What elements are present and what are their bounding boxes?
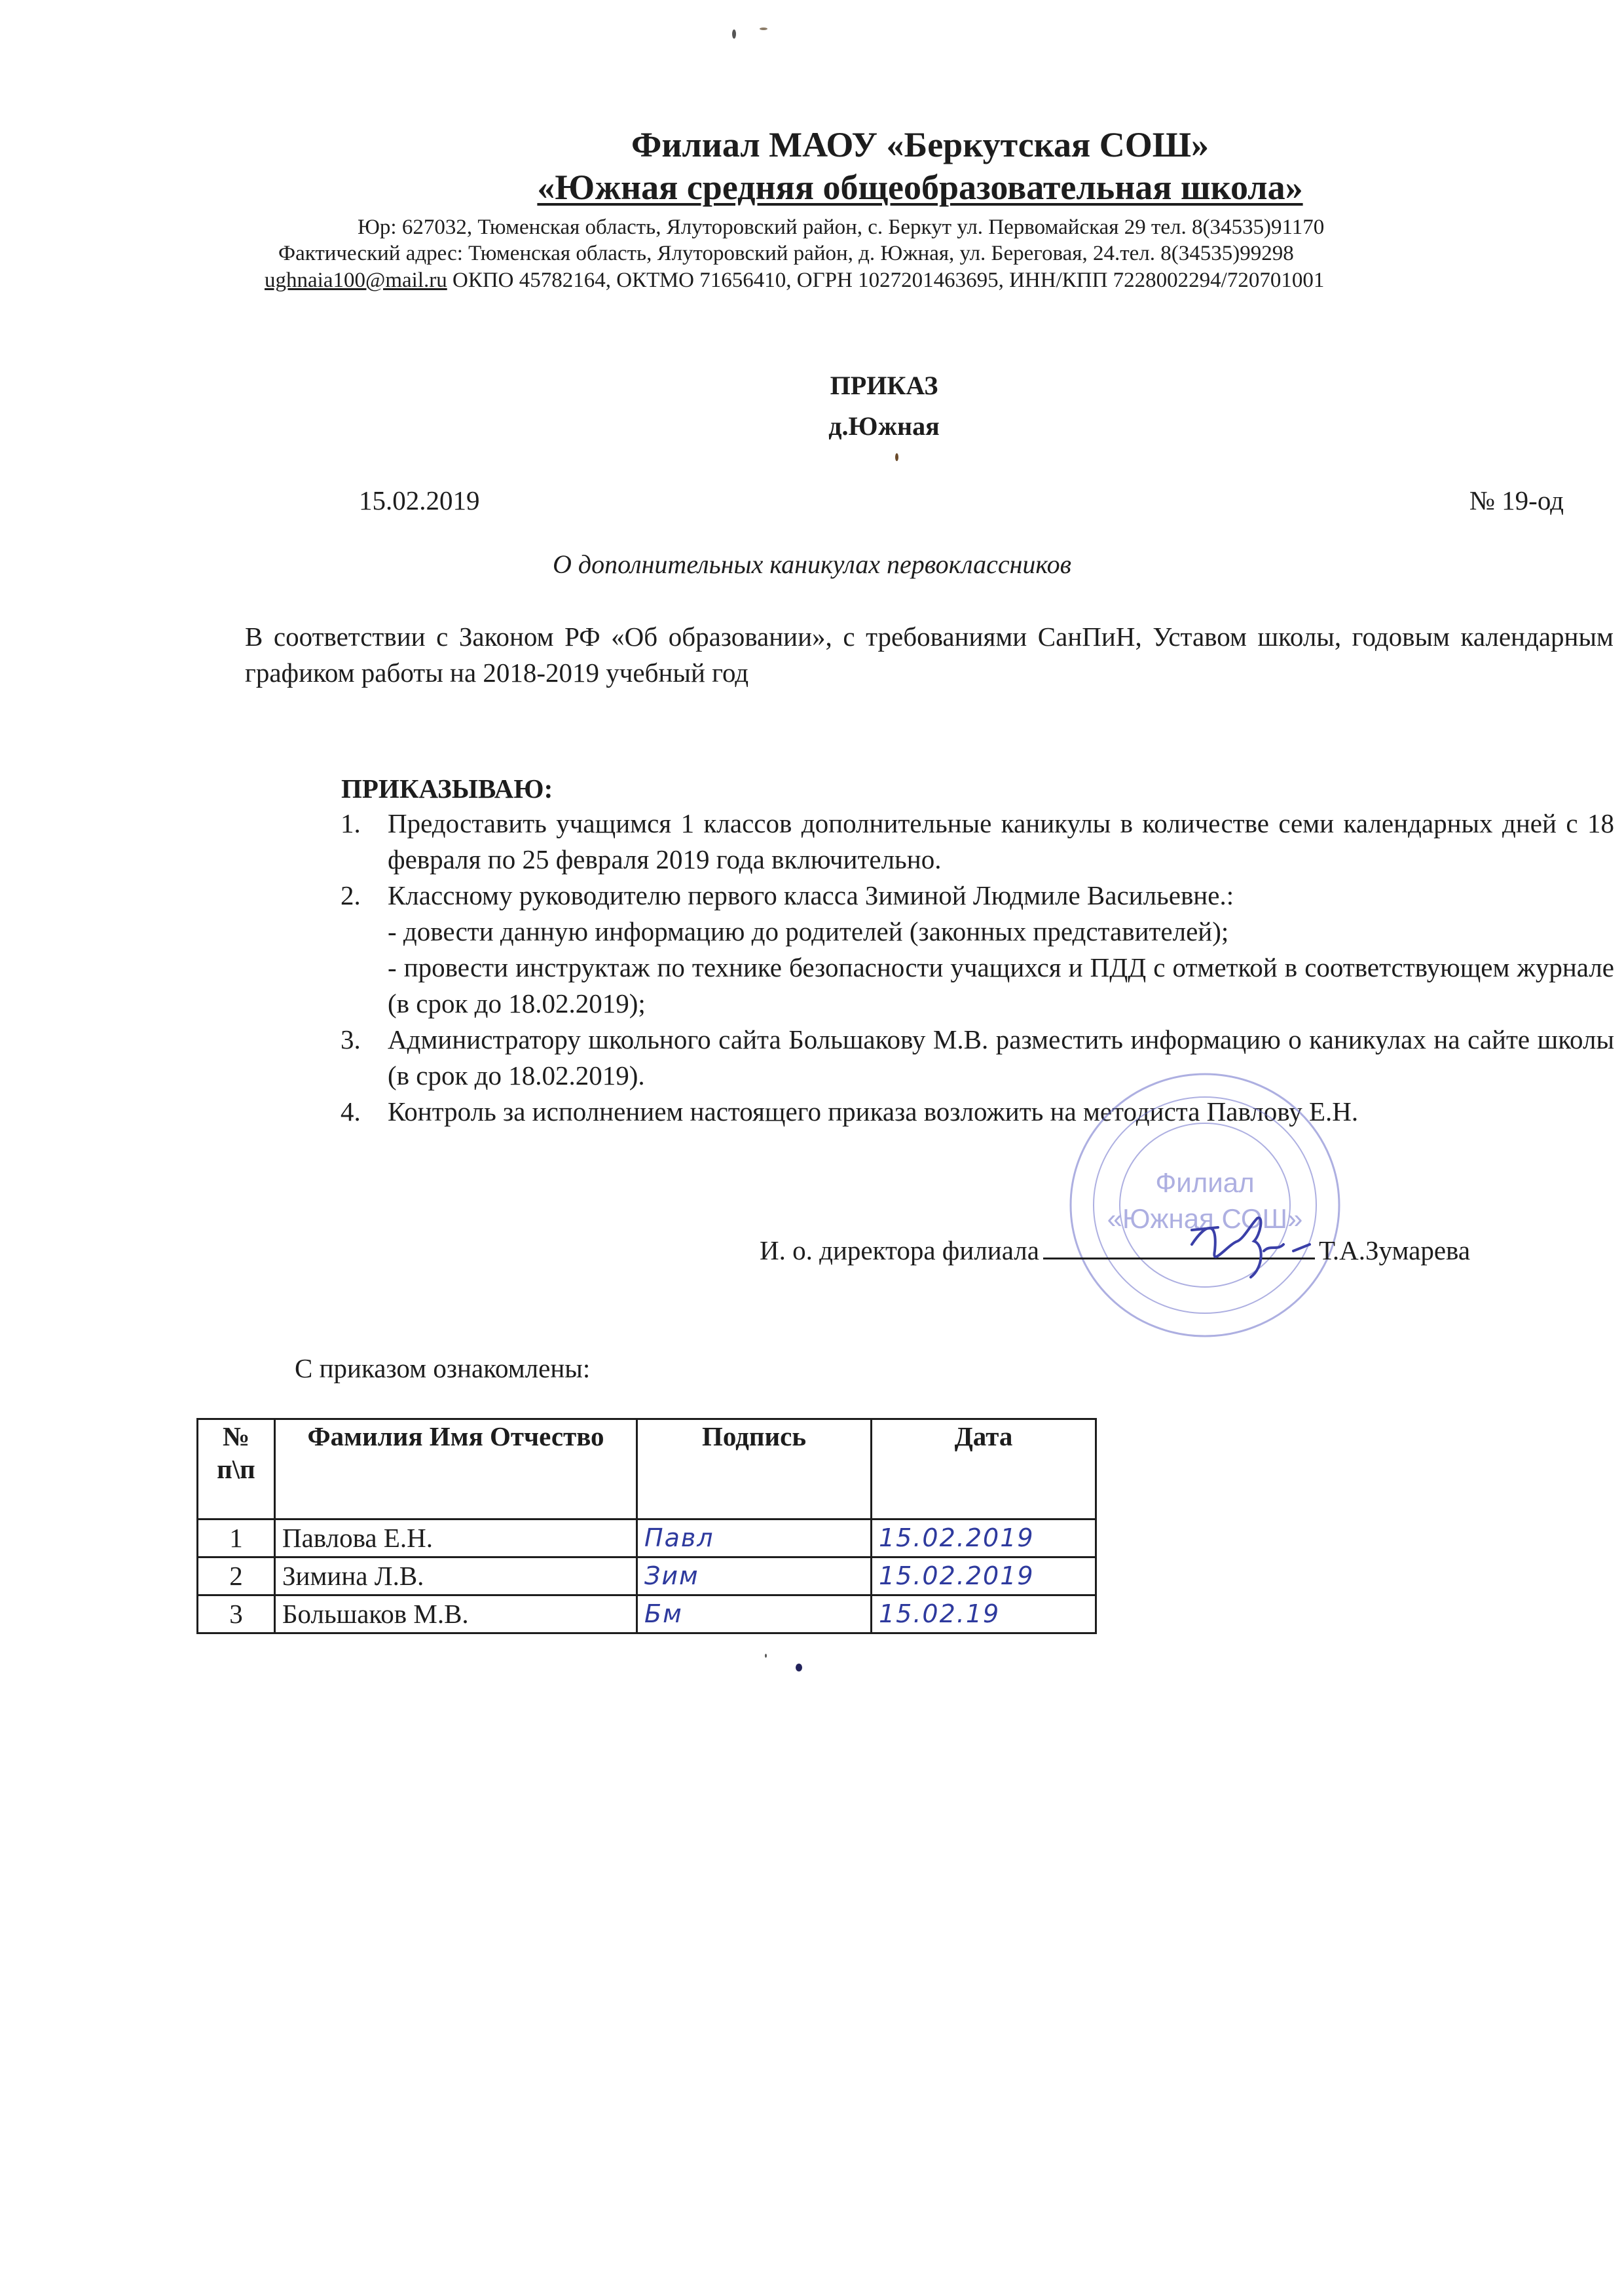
column-header-fullname: Фамилия Имя Отчество — [275, 1419, 637, 1519]
org-subtitle — [485, 167, 1356, 208]
stamp-line2: «Южная СОШ» — [1107, 1203, 1303, 1234]
decree-subitem: - провести инструктаж по технике безопасности учащихся и ПДД с отметкой в соответствующем журнале (в срок до 18.02.2019); — [388, 952, 1614, 1018]
column-header-number: № п\п — [198, 1419, 275, 1519]
signer-position: И. о. директора филиала — [760, 1235, 1039, 1265]
acquaintance-table — [196, 1418, 1097, 1634]
decree-item — [308, 1094, 1614, 1130]
order-subject: О дополнительных каникулах первоклассников — [553, 550, 1071, 579]
column-header-signature: Подпись — [637, 1419, 872, 1519]
signer-name: Т.А.Зумарева — [1318, 1235, 1471, 1265]
row-signature: Павл — [637, 1519, 872, 1557]
scan-artifact — [796, 1664, 802, 1671]
scan-artifact — [765, 1654, 767, 1658]
preamble: В соответствии с Законом РФ «Об образовании», с требованиями СанПиН, Уставом школы, годовым календарным графиком работы на 2018-2019 учебный год — [245, 622, 1614, 688]
row-number: 3 — [198, 1595, 275, 1633]
scan-artifact — [732, 29, 736, 39]
handwritten-signature — [1179, 1205, 1323, 1284]
decree-item-body — [388, 878, 1614, 1022]
signature-line — [760, 1231, 1470, 1266]
table-row — [198, 1595, 1096, 1633]
org-title: Филиал МАОУ «Беркутская СОШ» — [631, 125, 1209, 164]
stamp-line1: Филиал — [1155, 1167, 1255, 1198]
scan-artifact — [760, 28, 767, 30]
table-row — [198, 1519, 1096, 1557]
row-name: Большаков М.В. — [275, 1595, 637, 1633]
decree-item — [308, 806, 1614, 878]
row-name: Павлова Е.Н. — [275, 1519, 637, 1557]
table-row — [198, 1557, 1096, 1595]
decree-item — [308, 1022, 1614, 1094]
decree-heading: ПРИКАЗЫВАЮ: — [341, 774, 553, 804]
decree-item — [308, 878, 1614, 1022]
decree-subitem: - довести данную информацию до родителей (законных представителей); — [388, 916, 1229, 946]
row-number: 2 — [198, 1557, 275, 1595]
decree-item-number: 2. — [341, 880, 361, 910]
legal-address: Юр: 627032, Тюменская область, Ялуторовский район, с. Беркут ул. Первомайская 29 тел. 8(34535)91170 — [358, 215, 1325, 239]
decree-item-number: 1. — [341, 808, 361, 838]
row-signature: Бм — [637, 1595, 872, 1633]
decree-item-text: Классному руководителю первого класса Зиминой Людмиле Васильевне.: — [388, 880, 1234, 910]
decree-item-text: Предоставить учащимся 1 классов дополнительные каникулы в количестве семи календарных дней с 18 февраля по 25 февраля 2019 года включительно. — [388, 808, 1614, 874]
decree-item-number: 3. — [341, 1024, 361, 1054]
row-date: 15.02.2019 — [872, 1519, 1096, 1557]
order-number: № 19-од — [1469, 485, 1564, 515]
org-subtitle-text: «Южная средняя общеобразовательная школа» — [537, 168, 1303, 207]
row-name: Зимина Л.В. — [275, 1557, 637, 1595]
row-signature: Зим — [637, 1557, 872, 1595]
order-place: д.Южная — [828, 411, 940, 441]
scan-artifact — [895, 453, 898, 461]
order-title: ПРИКАЗ — [830, 371, 938, 400]
table-header-row — [198, 1419, 1096, 1519]
row-date: 15.02.19 — [872, 1595, 1096, 1633]
decree-item-number: 4. — [341, 1096, 361, 1127]
acquaintance-label: С приказом ознакомлены: — [295, 1353, 591, 1383]
actual-address: Фактический адрес: Тюменская область, Ялуторовский район, д. Южная, ул. Береговая, 24.тел. 8(34535)99298 — [278, 242, 1294, 265]
decree-item-text: Администратору школьного сайта Большакову М.В. разместить информацию о каникулах на сайте школы (в срок до 18.02.2019). — [388, 1024, 1614, 1091]
row-date: 15.02.2019 — [872, 1557, 1096, 1595]
registry-line — [265, 267, 1324, 293]
decree-list — [308, 806, 1614, 1130]
order-date: 15.02.2019 — [359, 485, 480, 515]
decree-item-text: Контроль за исполнением настоящего приказа возложить на методиста Павлову Е.Н. — [388, 1096, 1359, 1127]
row-number: 1 — [198, 1519, 275, 1557]
column-header-date: Дата — [872, 1419, 1096, 1519]
email-link[interactable]: ughnaia100@mail.ru — [265, 269, 447, 292]
registry-codes: ОКПО 45782164, ОКТМО 71656410, ОГРН 1027201463695, ИНН/КПП 7228002294/720701001 — [447, 269, 1325, 292]
